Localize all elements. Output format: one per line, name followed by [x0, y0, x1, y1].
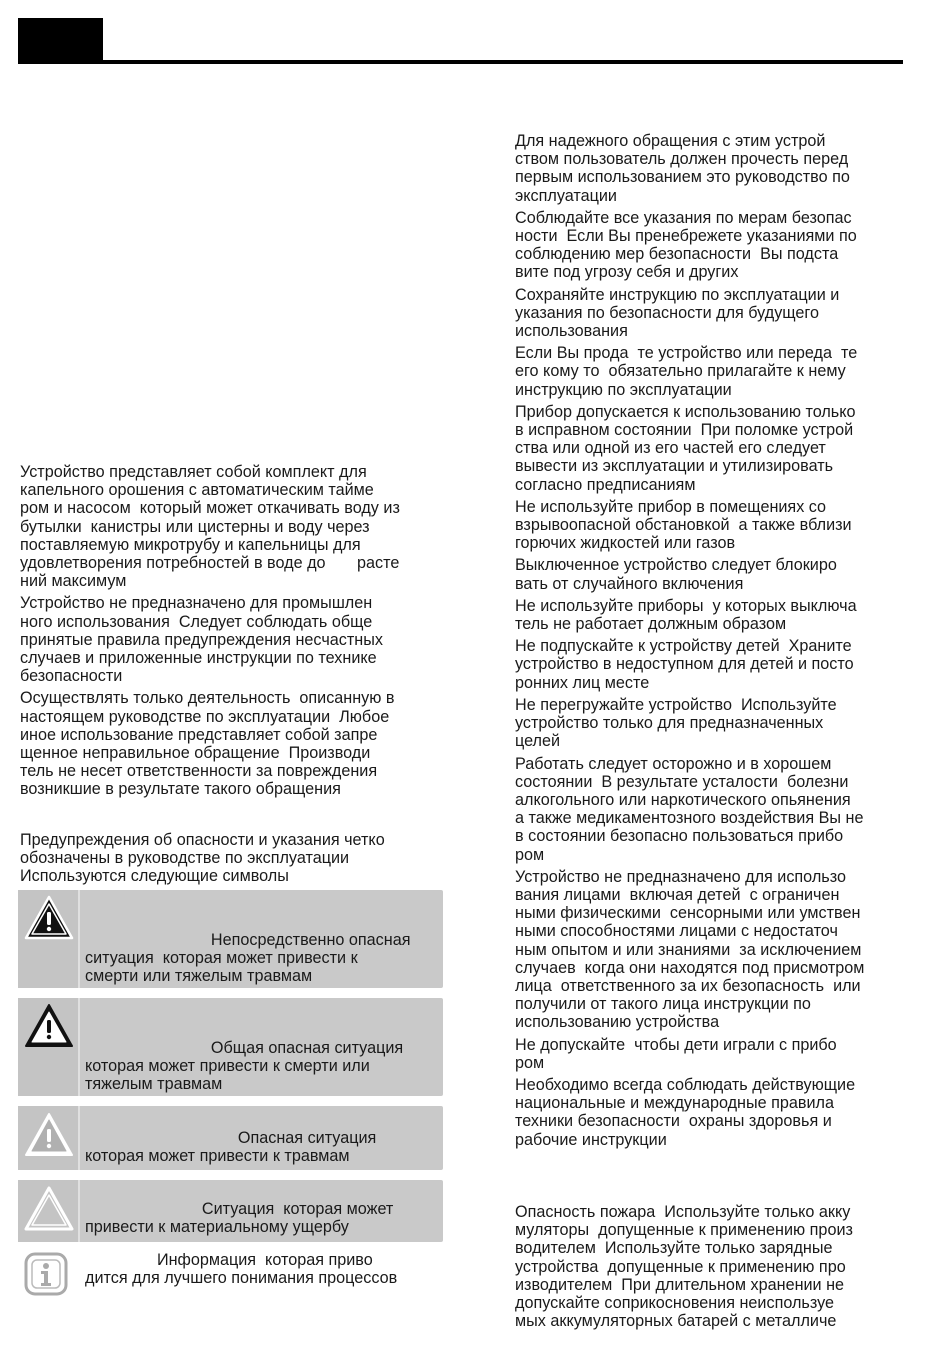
paragraph: Не используйте приборы у которых выключа тель не работает должным образом [515, 596, 857, 634]
symbol-text: Общая опасная ситуация которая может привести к смерти или тяжелым травмам [85, 1039, 404, 1094]
paragraph: Устройство представляет собой комплект для капельного орошения с автоматическим тайме ром и насосом который может откачивать воду из бутылки канистры или цистерны и воду через поставляемую микротрубу и капельницы для удовлетворения потребностей в воде до расте ний максимум [20, 463, 400, 591]
paragraph: Выключенное устройство следует блокиро вать от случайного включения [515, 556, 837, 593]
paragraph: Осуществлять только деятельность описанную в настоящем руководстве по эксплуатации Любое иное использование представляет собой запре щенное неправильное обращение Производи тель не несет ответственности за повреждения возникшие в результате такого обращения [20, 689, 395, 799]
warning-triangle-black-icon [24, 895, 74, 941]
paragraph: Необходимо всегда соблюдать действующие национальные и международные правила техники безопасности охраны здоровья и рабочие инструкции [515, 1075, 856, 1149]
symbol-notice-box [18, 1180, 443, 1242]
paragraph: Не допускайте чтобы дети играли с прибо ром [515, 1035, 837, 1072]
info-text: Информация которая приво дится для лучшего понимания процессов [85, 1251, 398, 1288]
paragraph: Работать следует осторожно и в хорошем состоянии В результате усталости болезни алкогольного или наркотического опьянения а также медикаментозного воздействия Вы не в состоянии безопасно пользоваться прибо ром [515, 754, 864, 864]
paragraph: Устройство не предназначено для промышлен ного использования Следует соблюдать обще принятые правила предупреждения несчастных случаев и приложенные инструкции по технике безопасности [20, 594, 383, 686]
battery-safety-column [515, 1203, 915, 1334]
symbol-caution-box [18, 1106, 443, 1170]
paragraph: Предупреждения об опасности и указания четко обозначены в руководстве по эксплуатации Используются следующие символы [20, 831, 385, 886]
symbol-text: Опасная ситуация которая может привести к травмам [85, 1129, 377, 1166]
warning-triangle-light-icon [24, 1186, 74, 1232]
paragraph: Не перегружайте устройство Используйте устройство только для предназначенных целей [515, 695, 837, 751]
paragraph: Если Вы прода те устройство или переда те его кому то обязательно прилагайте к нему инструкцию по эксплуатации [515, 344, 858, 399]
symbol-warning-box [18, 998, 443, 1096]
paragraph: Для надежного обращения с этим устрой ством пользователь должен прочесть перед первым использованием это руководство по эксплуатации [515, 132, 850, 205]
symbol-text: Непосредственно опасная ситуация которая может привести к смерти или тяжелым травмам [85, 931, 411, 986]
info-icon [24, 1252, 68, 1296]
header-block [18, 18, 103, 63]
paragraph: Соблюдайте все указания по мерам безопас ности Если Вы пренебрежете указаниями по соблюдению мер безопасности Вы подста вите под угрозу себя и других [515, 208, 857, 282]
symbol-danger-box [18, 890, 443, 988]
safety-instructions-column [515, 132, 915, 1153]
paragraph: Устройство не предназначено для использо вания лицами включая детей с ограничен ными физическими сенсорными или умствен ными способностями лицами с недостаточ ным опытом и или знаниями за исключением случаев когда они находятся под присмотром лица ответственного за их безопасность или получили от такого лица инструкции по использованию устройства [515, 867, 865, 1032]
paragraph: Прибор допускается к использованию только в исправном состоянии При поломке устрой ства или одной из его частей его следует вывести из эксплуатации и утилизировать согласно предписаниям [515, 402, 856, 494]
paragraph: Не используйте прибор в помещениях со взрывоопасной обстановкой а также вблизи горючих жидкостей или газов [515, 497, 852, 553]
paragraph: Не подпускайте к устройству детей Храните устройство в недоступном для детей и посто ронних лиц месте [515, 637, 854, 692]
header-rule [18, 60, 903, 64]
warning-triangle-grey-icon [24, 1112, 74, 1158]
symbols-intro [20, 831, 445, 890]
paragraph: Опасность пожара Используйте только акку муляторы допущенные к применению произ водителем Используйте только зарядные устройства допущенные к применению про изводителем При длительном хранении не допускайте соприкосновения неиспользуе мых аккумуляторных батарей с металличе [515, 1203, 853, 1331]
warning-triangle-outline-icon [24, 1003, 74, 1049]
paragraph: Сохраняйте инструкцию по эксплуатации и указания по безопасности для будущего использования [515, 285, 840, 341]
symbol-text: Ситуация которая может привести к материальному ущербу [85, 1200, 394, 1237]
device-description-column [20, 463, 445, 803]
